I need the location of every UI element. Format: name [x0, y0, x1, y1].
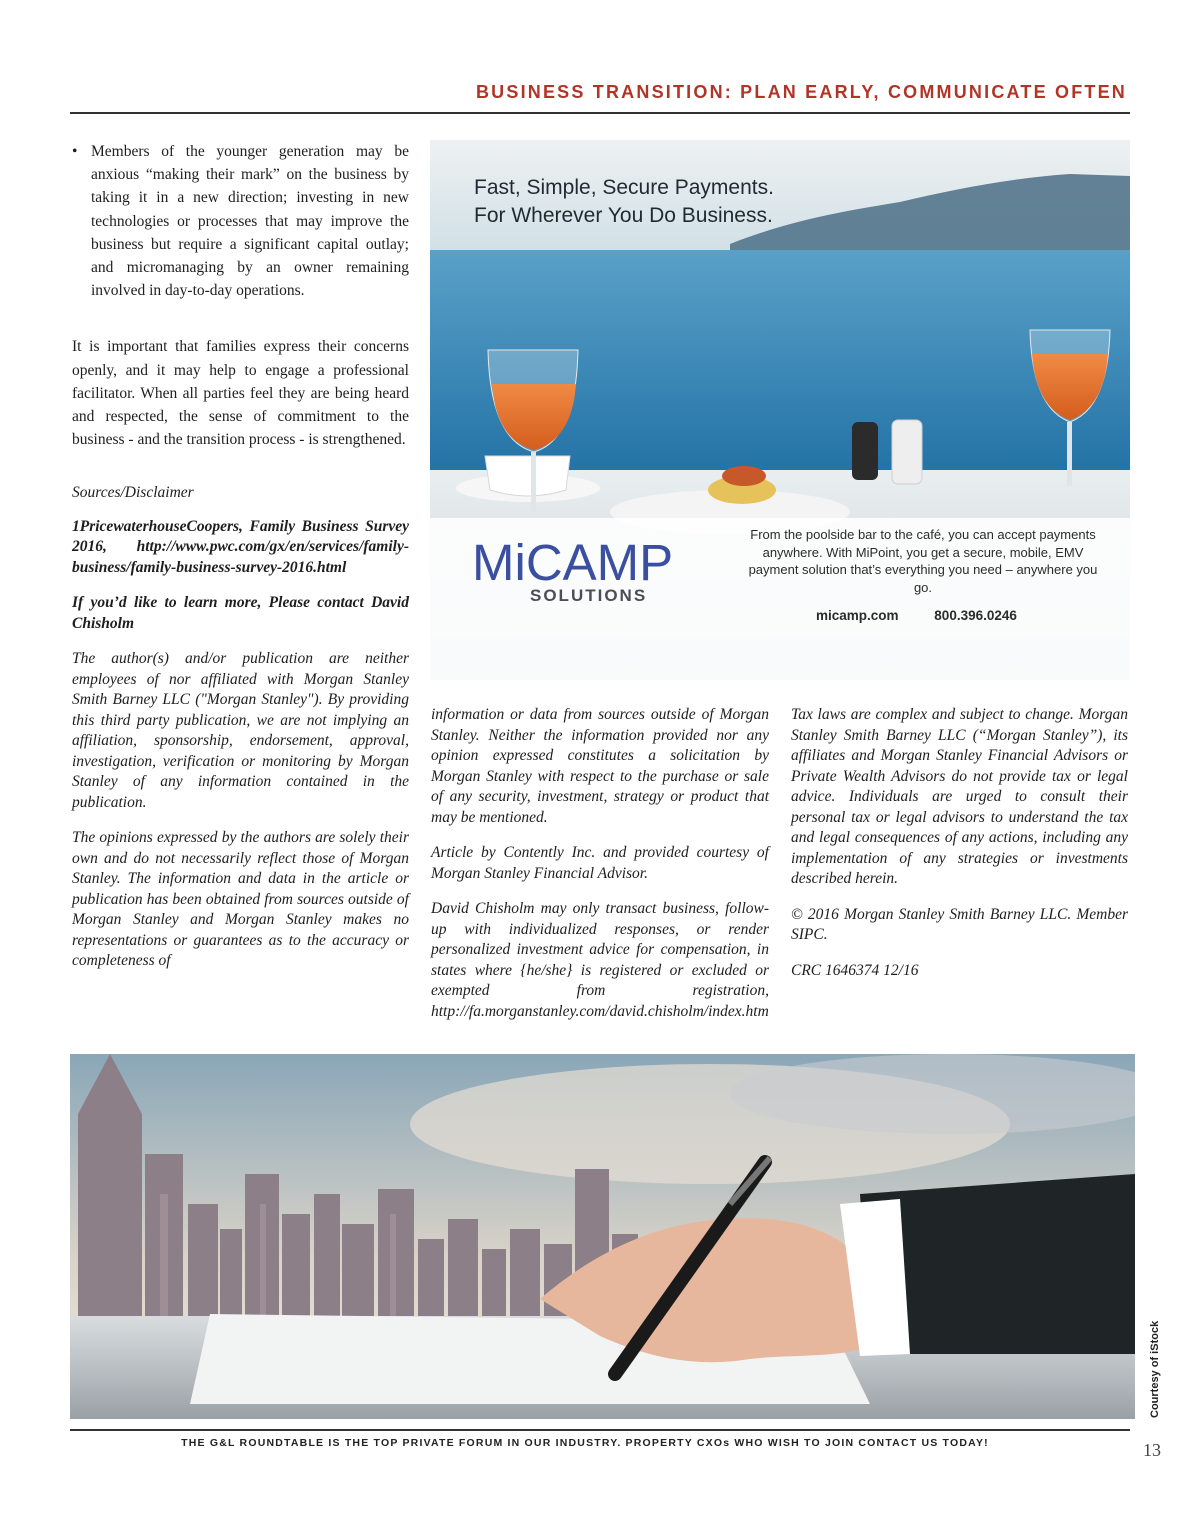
logo-subtitle: SOLUTIONS [530, 586, 648, 605]
logo-wordmark: MiCAMP [472, 534, 674, 591]
micamp-advertisement [430, 140, 1130, 680]
page-number: 13 [1143, 1440, 1161, 1460]
body-paragraph: It is important that families express their concerns openly, and it may help to engage a professional facilitator. When all parties feel they are being heard and respected, the sense of commitment to the business - and the transition process - is strengthened. [72, 338, 409, 449]
footer-banner: THE G&L ROUNDTABLE IS THE TOP PRIVATE FORUM IN OUR INDUSTRY. PROPERTY CXOs WHO WISH TO JOIN CONTACT US TODAY! [181, 1437, 989, 1449]
right-paragraph-3: CRC 1646374 12/16 [791, 961, 919, 979]
disclaimer-paragraph: The author(s) and/or publication are neither employees of nor affiliated with Morgan Stanley Smith Barney LLC ("Morgan Stanley"). By providing this third party publication, we are not implying an affiliation, sponsorship, endorsement, approval, investigation, verification or monitoring by Morgan Stanley of any information contained in the publication. [72, 650, 409, 811]
page-header-title: BUSINESS TRANSITION: PLAN EARLY, COMMUNICATE OFTEN [475, 82, 1127, 102]
sources-heading: Sources/Disclaimer [72, 484, 194, 502]
skyline-signing-photo [70, 1054, 1135, 1419]
middle-column [431, 705, 769, 1022]
micamp-logo [472, 534, 674, 605]
opinions-paragraph: The opinions expressed by the authors are solely their own and do not necessarily reflect those of Morgan Stanley. The information and data in the article or publication has been obtained from sources outside of Morgan Stanley and Morgan Stanley makes no representations or guarantees as to the accuracy or completeness of [72, 829, 409, 970]
ad-copy: From the poolside bar to the café, you can accept payments anywhere. With MiPoint, you get a secure, mobile, EMV payment solution that’s everything you need – anywhere you go. [748, 527, 1098, 595]
photo-credit-text: Courtesy of iStock [1149, 1320, 1161, 1418]
source-citation: 1PricewaterhouseCoopers, Family Business Survey 2016, http://www.pwc.com/gx/en/services/family-business/family-business-survey-2016.html [72, 517, 409, 576]
footer-divider [70, 1429, 1130, 1431]
ad-headline-line-2: For Wherever You Do Business. [474, 204, 773, 227]
contact-line: If you’d like to learn more, Please contact David Chisholm [72, 594, 409, 632]
left-column [72, 140, 409, 972]
photo-illustration [70, 1054, 1135, 1419]
right-paragraph-2: © 2016 Morgan Stanley Smith Barney LLC. Member SIPC. [791, 905, 1128, 943]
ad-headline-line-1: Fast, Simple, Secure Payments. [474, 176, 774, 199]
bullet-paragraph: • Members of the younger generation may be anxious “making their mark” on the business by taking it in a new direction; investing in new technologies or processes that may improve the business but require a significant capital outlay; and micromanaging by an owner remaining involved in day-to-day operations. [72, 140, 409, 302]
ad-phone: 800.396.0246 [934, 608, 1017, 623]
middle-paragraph-2: Article by Contently Inc. and provided courtesy of Morgan Stanley Financial Advisor. [431, 844, 769, 882]
header-divider [70, 112, 1130, 114]
right-paragraph-1: Tax laws are complex and subject to change. Morgan Stanley Smith Barney LLC (“Morgan Stanley”), its affiliates and Morgan Stanley Financial Advisors or Private Wealth Advisors do not provide tax or legal advice. Individuals are urged to consult their personal tax or legal advisors to understand the tax and legal consequences of any actions, including any implementation of any strategies or investments described herein. [791, 706, 1128, 887]
middle-paragraph-3: David Chisholm may only transact business, follow-up with individualized responses, or render personalized investment advice for compensation, in states where {he/she} is registered or excluded or exempted from registration, http://fa.morganstanley.com/david.chisholm/index.htm [431, 900, 769, 1020]
ad-contact [816, 608, 1017, 623]
ad-website[interactable]: micamp.com [816, 608, 899, 623]
right-column [791, 705, 1128, 981]
ad-headline [474, 174, 774, 230]
middle-paragraph-1: information or data from sources outside of Morgan Stanley. Neither the information provided nor any opinion expressed constitutes a solicitation by Morgan Stanley with respect to the purchase or sale of any security, investment, strategy or product that may be mentioned. [431, 706, 769, 826]
photo-credit [1138, 1010, 1160, 1418]
